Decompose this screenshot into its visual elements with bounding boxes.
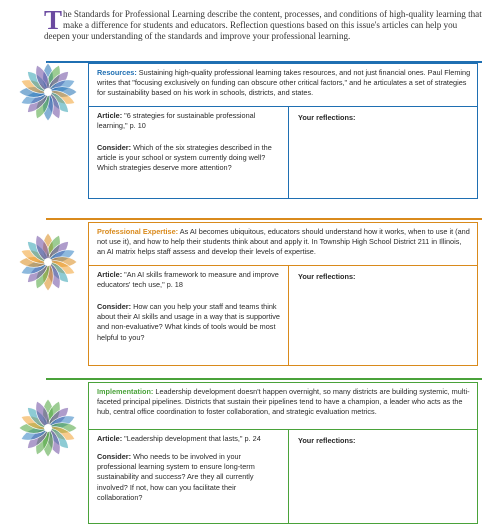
article-label: Article:: [97, 111, 123, 120]
implementation-description-text: Leadership development doesn't happen overnight, so many districts are building systemic, multi-faceted principal pipelines. Districts that sustain their pipelines tend to have a champion, a leader who acts as the hub, central office coordination to foster collaboration, and strategic evaluation metrics.: [97, 387, 470, 417]
article-title: "An AI skills framework to measure and improve educators' tech use," p. 18: [97, 270, 279, 290]
implementation-heading: Implementation:: [97, 387, 154, 396]
resources-article: [97, 111, 281, 131]
resources-heading: Resources:: [97, 68, 137, 77]
article-title: "6 strategies for sustainable professional learning," p. 10: [97, 111, 256, 131]
implementation-reflections-label: Your reflections:: [298, 436, 356, 445]
resources-description: [97, 68, 471, 99]
implementation-article: [97, 434, 281, 444]
standards-rosette-icon: [16, 230, 80, 294]
consider-label: Consider:: [97, 143, 132, 152]
implementation-description: [97, 387, 471, 418]
consider-label: Consider:: [97, 452, 132, 461]
consider-text: Who needs to be involved in your professional learning system to ensure long-term sustainability and success? Are they all currently involved? If not, how can you facilitate their collaboration?: [97, 452, 255, 502]
column-divider: [288, 265, 289, 365]
implementation-consider: [97, 452, 281, 503]
resources-box: [88, 63, 478, 199]
implementation-box: [88, 382, 478, 524]
section-top-bar: [46, 378, 482, 380]
professional-expertise-box: [88, 222, 478, 366]
professional-expertise-reflections-label: Your reflections:: [298, 272, 356, 281]
intro-text: he Standards for Professional Learning describe the content, processes, and conditions of high-quality learning that make a difference for students and educators. Reflection questions based on this issue's articles can help you deepen your understanding of the standards and improve your professional learning.: [44, 9, 482, 42]
standards-rosette-icon: [16, 60, 80, 124]
standards-rosette-icon: [16, 396, 80, 460]
intro-paragraph: [44, 5, 484, 43]
article-label: Article:: [97, 270, 123, 279]
professional-expertise-description: [97, 227, 471, 258]
consider-text: Which of the six strategies described in the article is your school or system currently doing well? Which strategies deserve more attention?: [97, 143, 272, 173]
resources-description-text: Sustaining high-quality professional learning takes resources, and not just financial ones. Paul Fleming writes that "focusing exclusively on funding can obscure other critical factors," and he articulates a set of strategies for sustainability based on his work in schools, districts, and states.: [97, 68, 471, 98]
article-title: "Leadership development that lasts," p. 24: [122, 434, 261, 443]
column-divider: [288, 106, 289, 198]
divider: [89, 429, 477, 430]
column-divider: [288, 429, 289, 523]
resources-consider: [97, 143, 281, 174]
section-top-bar: [46, 218, 482, 220]
professional-expertise-description-text: As AI becomes ubiquitous, educators should understand how it works, when to use it (and not use it), and how to help their students think about and apply it. In Township High School District 211 in Illinois, an AI matrix helps staff assess and develop their levels of expertise.: [97, 227, 470, 257]
divider: [89, 106, 477, 107]
consider-label: Consider:: [97, 302, 132, 311]
resources-reflections-label: Your reflections:: [298, 113, 356, 122]
professional-expertise-heading: Professional Expertise:: [97, 227, 179, 236]
divider: [89, 265, 477, 266]
article-label: Article:: [97, 434, 123, 443]
professional-expertise-article: [97, 270, 281, 290]
drop-cap: T: [44, 5, 63, 35]
consider-text: How can you help your staff and teams think about their AI skills and usage in a way that is supportive and non-evaluative? What kinds of tools would be most helpful to you?: [97, 302, 280, 342]
professional-expertise-consider: [97, 302, 281, 343]
